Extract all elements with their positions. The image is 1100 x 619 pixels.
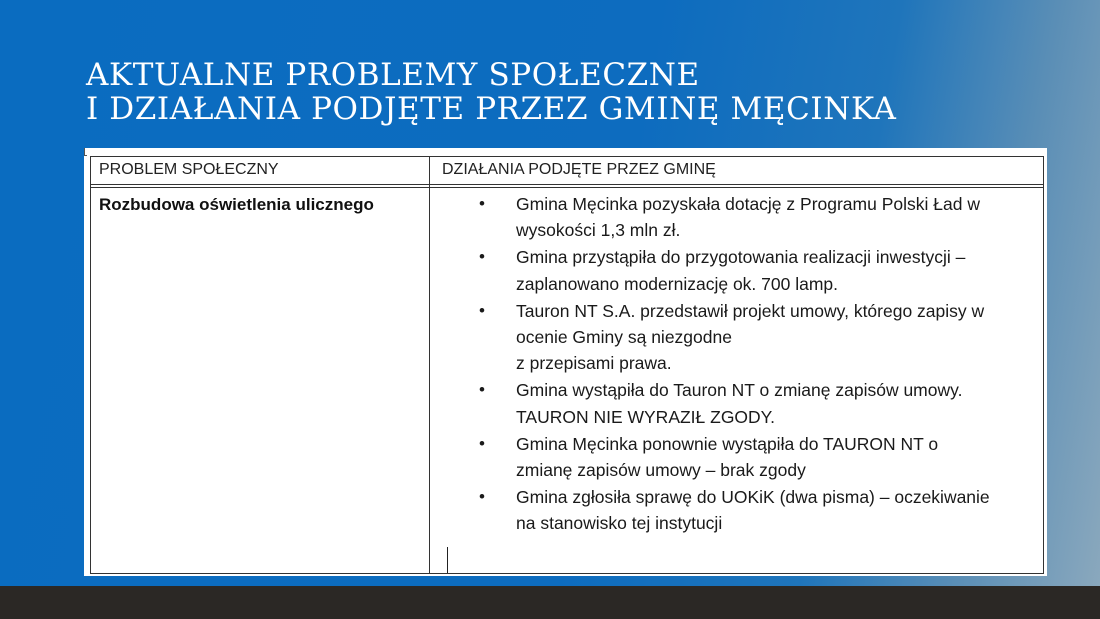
slide-title-line-2: I DZIAŁANIA PODJĘTE PRZEZ GMINĘ MĘCINKA [86,91,897,127]
header-actions: DZIAŁANIA PODJĘTE PRZEZ GMINĘ [442,161,716,178]
table-image [84,148,1047,576]
action-item [471,191,1041,243]
problems-table [90,156,1044,574]
action-item-text: zmianę zapisów umowy – brak zgody [516,460,806,481]
slide-title [86,58,1046,126]
action-item-text: • Tauron NT S.A. przedstawił projekt umowy, którego zapisy w [516,300,985,321]
bottom-bar [0,586,1100,619]
action-item-text: ocenie Gminy są niezgodne [516,327,732,348]
action-item [471,244,1041,296]
header-problem: PROBLEM SPOŁECZNY [99,161,279,178]
header-divider-double [91,187,1043,188]
action-item-text: • Gmina wystąpiła do Tauron NT o zmianę zapisów umowy. [516,380,963,401]
action-item-text: • Gmina Męcinka ponownie wystąpiła do TAURON NT o [516,433,939,454]
text-cursor [447,547,448,573]
action-item-text: • Gmina zgłosiła sprawę do UOKiK (dwa pisma) – oczekiwanie [516,487,990,508]
column-divider [429,157,430,573]
action-item-text: • Gmina Męcinka pozyskała dotację z Programu Polski Ład w [516,194,980,214]
action-item-text: wysokości 1,3 mln zł. [516,220,681,241]
action-item [471,431,1041,483]
action-item [471,484,1041,536]
action-item [471,298,1041,377]
header-divider [91,184,1043,185]
action-item-text: • Gmina przystąpiła do przygotowania realizacji inwestycji – [516,247,966,268]
action-item-text: zaplanowano modernizację ok. 700 lamp. [516,273,838,294]
actions-list [471,191,1041,538]
action-item [471,377,1041,429]
action-item-text: TAURON NIE WYRAZIŁ ZGODY. [516,406,775,427]
table-corner-mark [84,148,87,156]
slide-title-line-1: AKTUALNE PROBLEMY SPOŁECZNE [86,57,700,93]
problem-cell: Rozbudowa oświetlenia ulicznego [99,195,374,214]
action-item-text: z przepisami prawa. [516,353,672,374]
action-item-text: na stanowisko tej instytucji [516,513,723,534]
